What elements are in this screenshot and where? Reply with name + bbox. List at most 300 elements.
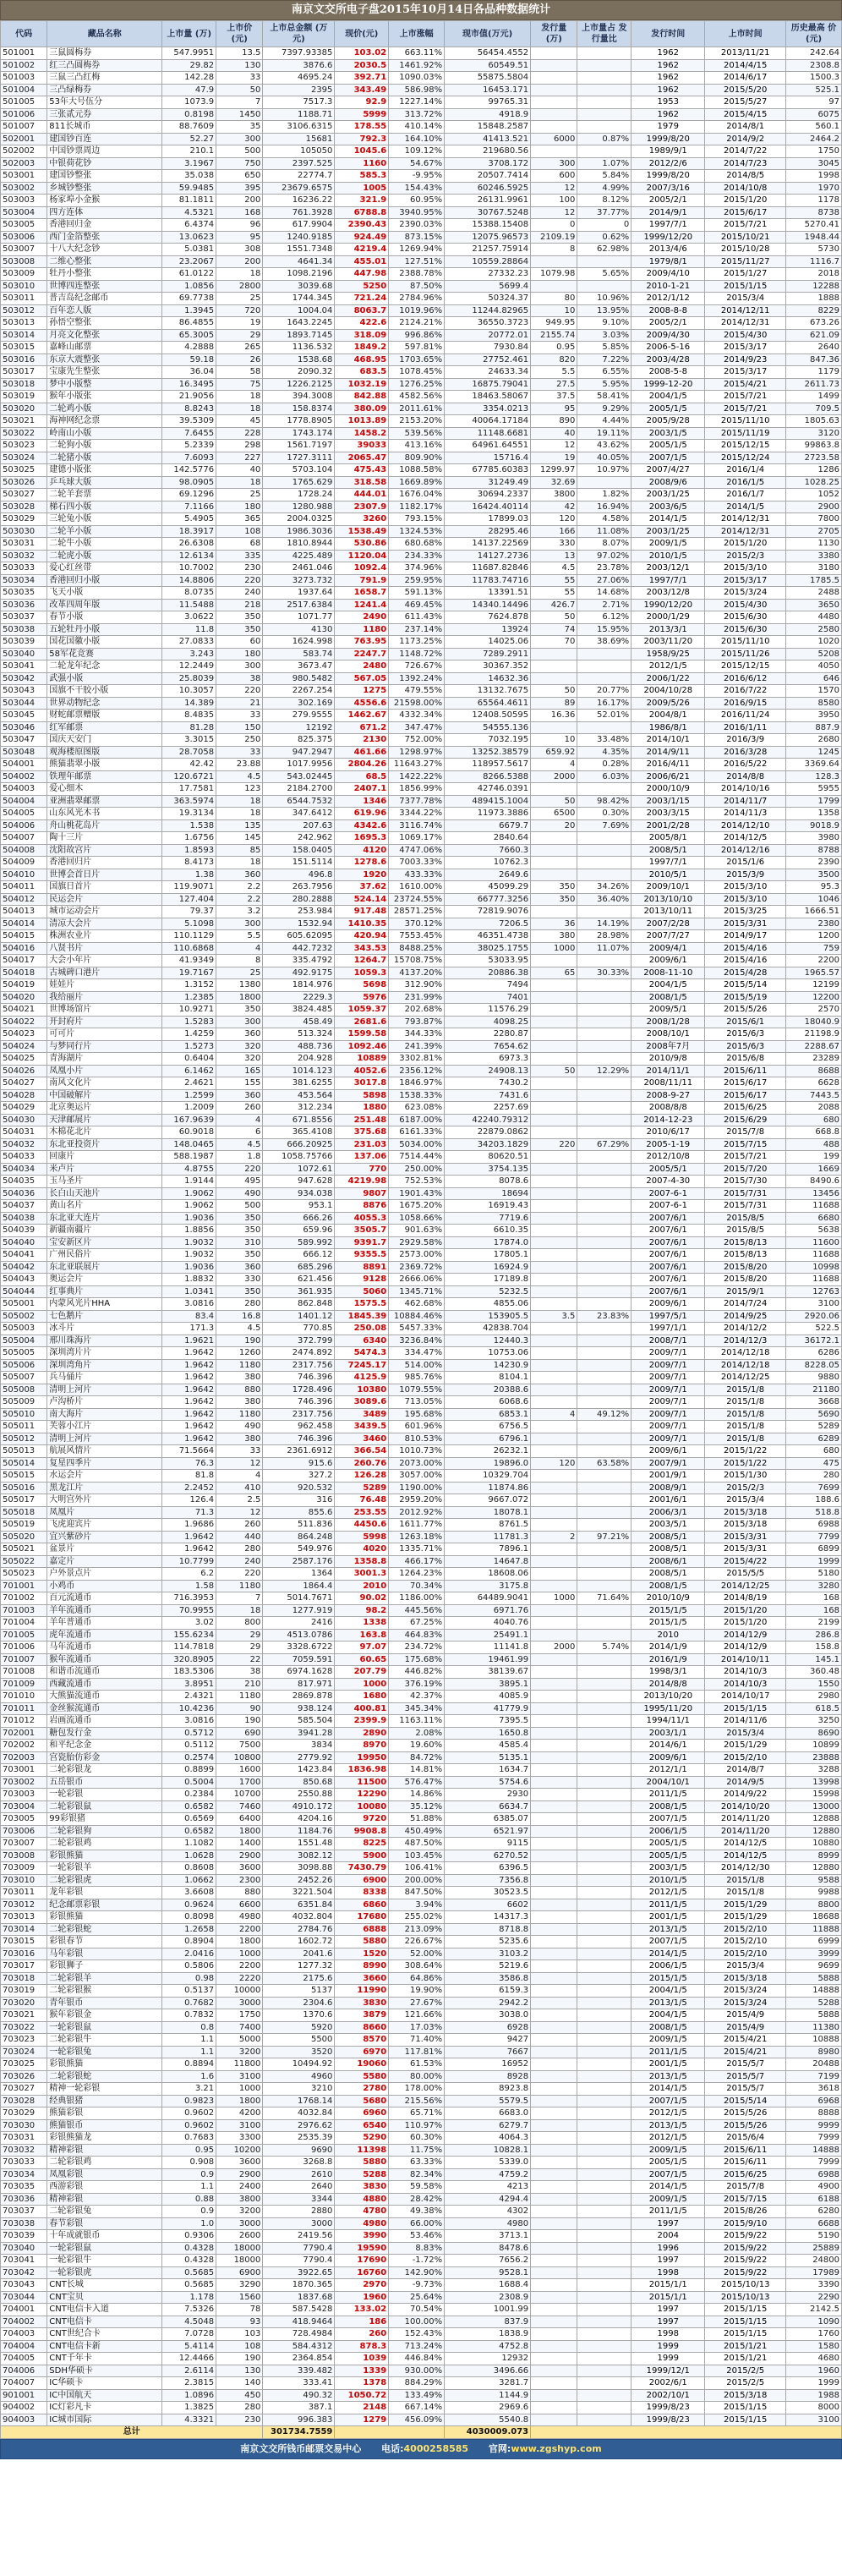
cell-current-price: 11398 bbox=[335, 2144, 389, 2157]
cell-historic-high: 3369.64 bbox=[786, 759, 842, 771]
cell-listed-qty: 210.1 bbox=[162, 145, 216, 158]
cell-listed-qty: 0.98 bbox=[162, 1972, 216, 1985]
cell-listed-price: 190 bbox=[216, 2353, 263, 2365]
cell-market-value: 8078.6 bbox=[445, 1176, 531, 1188]
cell-listed-amount: 10494.92 bbox=[263, 2058, 335, 2071]
cell-gain: 164.10% bbox=[389, 133, 445, 145]
cell-listed-qty: 716.3953 bbox=[162, 1592, 216, 1605]
cell-gain: 35.12% bbox=[389, 1800, 445, 1813]
table-row bbox=[1, 440, 842, 452]
cell-listed-qty: 127.404 bbox=[162, 893, 216, 906]
cell-current-price: 5698 bbox=[335, 979, 389, 992]
cell-name: 长白山天池片 bbox=[47, 1187, 162, 1200]
cell-listed-qty: 1.0662 bbox=[162, 1874, 216, 1887]
cell-historic-high: 3668 bbox=[786, 1396, 842, 1409]
cell-issue-date: 2008/5/1 bbox=[632, 1543, 705, 1556]
cell-name: 中银荷花钞 bbox=[47, 157, 162, 170]
cell-issue-date: 2006/3/1 bbox=[632, 1506, 705, 1519]
cell-listed-amount: 6351.84 bbox=[263, 1899, 335, 1911]
cell-issue-date: 2013/10/10 bbox=[632, 893, 705, 906]
cell-listing-date: 2015/12/15 bbox=[705, 660, 786, 673]
cell-listed-price: 3200 bbox=[216, 2046, 263, 2058]
cell-listed-price: 360 bbox=[216, 1261, 263, 1274]
cell-gain: 1227.14% bbox=[389, 96, 445, 109]
cell-name: IC城市国际 bbox=[47, 2414, 162, 2426]
cell-current-price: 5680 bbox=[335, 2095, 389, 2107]
cell-issue-qty: 70 bbox=[531, 636, 577, 649]
cell-listing-date: 2014/12/2 bbox=[705, 1323, 786, 1335]
cell-issue-date: 2004/8/1 bbox=[632, 710, 705, 722]
cell-listed-amount: 7517.3 bbox=[263, 96, 335, 109]
cell-ratio: 5.84% bbox=[577, 170, 632, 183]
cell-issue-qty bbox=[531, 1580, 577, 1592]
cell-code: 703019 bbox=[1, 1985, 47, 1998]
cell-current-price: 447.98 bbox=[335, 268, 389, 281]
cell-historic-high: 3180 bbox=[786, 562, 842, 575]
cell-gain: 1090.03% bbox=[389, 72, 445, 85]
cell-listing-date: 2015/10/21 bbox=[705, 231, 786, 244]
cell-listed-price: 200 bbox=[216, 195, 263, 207]
cell-historic-high: 2611.73 bbox=[786, 378, 842, 391]
table-row bbox=[1, 942, 842, 955]
cell-code: 505018 bbox=[1, 1506, 47, 1519]
cell-name: 盆景片 bbox=[47, 1543, 162, 1556]
table-row bbox=[1, 844, 842, 857]
cell-historic-high: 5955 bbox=[786, 783, 842, 796]
cell-listing-date: 2015/3/25 bbox=[705, 906, 786, 918]
cell-listed-amount: 855.6 bbox=[263, 1506, 335, 1519]
cell-current-price: 7430.79 bbox=[335, 1862, 389, 1875]
cell-listed-amount: 279.9555 bbox=[263, 710, 335, 722]
cell-ratio bbox=[577, 2107, 632, 2120]
cell-current-price: 4125.9 bbox=[335, 1372, 389, 1384]
cell-listed-qty: 171.3 bbox=[162, 1323, 216, 1335]
cell-issue-qty: 19 bbox=[531, 452, 577, 464]
cell-historic-high: 1550 bbox=[786, 1678, 842, 1691]
cell-issue-date: 2007/1/5 bbox=[632, 1936, 705, 1948]
cell-listed-amount: 947.2947 bbox=[263, 746, 335, 759]
cell-listed-amount: 4032.804 bbox=[263, 1911, 335, 1924]
cell-current-price: 103.02 bbox=[335, 47, 389, 60]
cell-listed-qty: 1.9642 bbox=[162, 1421, 216, 1433]
cell-ratio bbox=[577, 1813, 632, 1826]
cell-listed-price: 310 bbox=[216, 1236, 263, 1249]
cell-historic-high: 280 bbox=[786, 1470, 842, 1483]
cell-issue-qty bbox=[531, 1445, 577, 1458]
total-row bbox=[1, 2426, 842, 2439]
cell-current-price: 924.49 bbox=[335, 231, 389, 244]
cell-listed-price: 130 bbox=[216, 2365, 263, 2377]
cell-listed-amount: 23679.6575 bbox=[263, 182, 335, 195]
table-row bbox=[1, 2414, 842, 2426]
cell-listed-amount: 2229.3 bbox=[263, 991, 335, 1004]
cell-listed-amount: 4225.489 bbox=[263, 550, 335, 562]
cell-name: 八贤书片 bbox=[47, 942, 162, 955]
cell-gain: 70.54% bbox=[389, 2304, 445, 2316]
cell-current-price: 12290 bbox=[335, 1789, 389, 1801]
cell-listing-date: 2014/10/16 bbox=[705, 783, 786, 796]
cell-issue-qty: 820 bbox=[531, 354, 577, 366]
table-row bbox=[1, 317, 842, 330]
cell-gain: 226.67% bbox=[389, 1936, 445, 1948]
cell-listed-price: 29 bbox=[216, 1629, 263, 1642]
cell-listed-price: 4980 bbox=[216, 1911, 263, 1924]
cell-ratio bbox=[577, 783, 632, 796]
cell-listed-amount: 3000 bbox=[263, 2217, 335, 2230]
cell-listed-qty: 110.1129 bbox=[162, 930, 216, 943]
table-row bbox=[1, 1642, 842, 1654]
cell-issue-qty bbox=[531, 1751, 577, 1764]
cell-listing-date: 2014/12/9 bbox=[705, 1642, 786, 1654]
cell-listed-price: 150 bbox=[216, 721, 263, 734]
cell-issue-date: 1999/8/23 bbox=[632, 2414, 705, 2426]
cell-listed-qty: 1.3152 bbox=[162, 979, 216, 992]
cell-listed-price: 19 bbox=[216, 317, 263, 330]
cell-issue-date: 2009/7/1 bbox=[632, 1408, 705, 1421]
cell-listed-price: 21 bbox=[216, 697, 263, 710]
cell-listed-price: 1380 bbox=[216, 979, 263, 992]
cell-gain: 312.90% bbox=[389, 979, 445, 992]
table-row bbox=[1, 2046, 842, 2058]
cell-name: CNT宝贝 bbox=[47, 2291, 162, 2304]
cell-historic-high: 11888 bbox=[786, 1923, 842, 1936]
cell-gain: 42.37% bbox=[389, 1691, 445, 1703]
cell-code: 503034 bbox=[1, 574, 47, 587]
cell-issue-qty bbox=[531, 2046, 577, 2058]
cell-name: 陶十三片 bbox=[47, 832, 162, 845]
cell-listing-date: 2015/2/3 bbox=[705, 550, 786, 562]
cell-listed-amount: 339.482 bbox=[263, 2365, 335, 2377]
cell-name: 飞天小版 bbox=[47, 587, 162, 600]
cell-market-value: 1650.8 bbox=[445, 1727, 531, 1740]
cell-current-price: 1039 bbox=[335, 2353, 389, 2365]
cell-gain: 576.47% bbox=[389, 1776, 445, 1789]
cell-gain: 873.15% bbox=[389, 231, 445, 244]
cell-listed-amount: 2535.39 bbox=[263, 2132, 335, 2145]
cell-listing-date: 2015/3/10 bbox=[705, 562, 786, 575]
cell-issue-qty: 600 bbox=[531, 170, 577, 183]
cell-listed-price: 2220 bbox=[216, 1972, 263, 1985]
cell-name: 凤凰彩银 bbox=[47, 2168, 162, 2181]
cell-name: 凤凰小片 bbox=[47, 1065, 162, 1077]
cell-code: 505002 bbox=[1, 1310, 47, 1323]
cell-historic-high: 3980 bbox=[786, 832, 842, 845]
cell-current-price: 68.5 bbox=[335, 770, 389, 783]
cell-listing-date: 2014/8/5 bbox=[705, 170, 786, 183]
cell-gain: 121.66% bbox=[389, 2009, 445, 2022]
cell-market-value: 11244.82965 bbox=[445, 304, 531, 317]
cell-ratio bbox=[577, 1800, 632, 1813]
cell-listed-amount: 488.736 bbox=[263, 1040, 335, 1053]
cell-historic-high: 99863.8 bbox=[786, 440, 842, 452]
cell-name: 民运会片 bbox=[47, 893, 162, 906]
cell-listed-qty: 19.3134 bbox=[162, 808, 216, 820]
cell-current-price: 1658.7 bbox=[335, 587, 389, 600]
cell-listed-qty: 0.5712 bbox=[162, 1727, 216, 1740]
cell-gain: 59.58% bbox=[389, 2181, 445, 2194]
cell-market-value: 7660.3 bbox=[445, 844, 531, 857]
table-row bbox=[1, 1800, 842, 1813]
cell-listed-qty: 1.9686 bbox=[162, 1519, 216, 1532]
cell-current-price: 2970 bbox=[335, 2279, 389, 2292]
cell-historic-high: 1805.63 bbox=[786, 415, 842, 428]
cell-ratio bbox=[577, 1028, 632, 1041]
cell-gain: 27.67% bbox=[389, 1997, 445, 2009]
cell-name: 卢沟桥片 bbox=[47, 1396, 162, 1409]
cell-listing-date: 2015/1/15 bbox=[705, 2328, 786, 2341]
cell-listed-price: 18 bbox=[216, 476, 263, 489]
cell-historic-high: 1970 bbox=[786, 182, 842, 195]
cell-current-price: 178.55 bbox=[335, 121, 389, 134]
cell-name: 青海湖片 bbox=[47, 1053, 162, 1066]
cell-name: 建国钞百连 bbox=[47, 133, 162, 145]
cell-issue-date: 2007/6/1 bbox=[632, 1236, 705, 1249]
cell-issue-qty: 50 bbox=[531, 795, 577, 808]
cell-ratio bbox=[577, 1666, 632, 1679]
cell-listed-price: 2200 bbox=[216, 1923, 263, 1936]
cell-market-value: 8478.6 bbox=[445, 2242, 531, 2255]
cell-listed-qty: 1.9642 bbox=[162, 1408, 216, 1421]
cell-historic-high: 36172.1 bbox=[786, 1335, 842, 1347]
cell-listed-qty: 12.2449 bbox=[162, 660, 216, 673]
cell-name: 二轮彩银虎 bbox=[47, 1874, 162, 1887]
cell-name: 岩画流通币 bbox=[47, 1715, 162, 1728]
cell-listed-price: 25 bbox=[216, 293, 263, 305]
cell-historic-high: 3618 bbox=[786, 2083, 842, 2096]
cell-gain: 809.90% bbox=[389, 452, 445, 464]
cell-listed-amount: 2361.6912 bbox=[263, 1445, 335, 1458]
cell-ratio bbox=[577, 2279, 632, 2292]
cell-market-value: 18694 bbox=[445, 1187, 531, 1200]
cell-listed-amount: 659.96 bbox=[263, 1225, 335, 1237]
cell-current-price: 585.3 bbox=[335, 170, 389, 183]
cell-issue-date: 2008/10/1 bbox=[632, 1028, 705, 1041]
cell-historic-high: 1999 bbox=[786, 1555, 842, 1568]
cell-market-value: 12440.3 bbox=[445, 1335, 531, 1347]
cell-code: 505014 bbox=[1, 1457, 47, 1470]
cell-listed-qty: 1.8856 bbox=[162, 1225, 216, 1237]
cell-code: 504032 bbox=[1, 1138, 47, 1151]
cell-listed-amount: 938.124 bbox=[263, 1702, 335, 1715]
table-row bbox=[1, 1359, 842, 1372]
table-row bbox=[1, 1838, 842, 1850]
cell-market-value: 30367.352 bbox=[445, 660, 531, 673]
cell-market-value: 80620.51 bbox=[445, 1151, 531, 1164]
cell-listed-amount: 3210 bbox=[263, 2083, 335, 2096]
cell-historic-high: 1888 bbox=[786, 293, 842, 305]
cell-ratio: 7.22% bbox=[577, 354, 632, 366]
cell-listing-date: 2015/1/15 bbox=[705, 2316, 786, 2328]
cell-listed-qty: 39.5309 bbox=[162, 415, 216, 428]
cell-code: 501005 bbox=[1, 96, 47, 109]
cell-code: 703011 bbox=[1, 1887, 47, 1899]
cell-historic-high: 3500 bbox=[786, 869, 842, 881]
cell-listed-qty: 119.9071 bbox=[162, 881, 216, 894]
cell-gain: 344.33% bbox=[389, 1028, 445, 1041]
cell-market-value: 5754.6 bbox=[445, 1776, 531, 1789]
cell-listing-date: 2014/12/10 bbox=[705, 819, 786, 832]
cell-name: 中国破解片 bbox=[47, 1089, 162, 1102]
cell-code: 505016 bbox=[1, 1482, 47, 1494]
table-row bbox=[1, 1592, 842, 1605]
cell-historic-high: 11688 bbox=[786, 1249, 842, 1262]
cell-code: 702003 bbox=[1, 1751, 47, 1764]
cell-name: 二轮牛小版 bbox=[47, 538, 162, 551]
cell-listing-date: 2016/1/7 bbox=[705, 489, 786, 501]
cell-ratio bbox=[577, 1740, 632, 1752]
cell-issue-qty: 890 bbox=[531, 415, 577, 428]
cell-ratio bbox=[577, 1838, 632, 1850]
cell-market-value: 6971.76 bbox=[445, 1604, 531, 1617]
cell-ratio bbox=[577, 1151, 632, 1164]
cell-listing-date: 2015/7/8 bbox=[705, 2181, 786, 2194]
cell-code: 503025 bbox=[1, 464, 47, 477]
cell-code: 503016 bbox=[1, 354, 47, 366]
cell-listed-price: 140 bbox=[216, 2377, 263, 2390]
cell-current-price: 6960 bbox=[335, 2107, 389, 2120]
cell-market-value: 3496.66 bbox=[445, 2365, 531, 2377]
cell-current-price: 792.3 bbox=[335, 133, 389, 145]
cell-market-value: 5232.5 bbox=[445, 1285, 531, 1298]
table-row bbox=[1, 1899, 842, 1911]
cell-market-value: 4098.25 bbox=[445, 1016, 531, 1028]
cell-historic-high: 3288 bbox=[786, 1764, 842, 1777]
cell-ratio bbox=[577, 2181, 632, 2194]
cell-ratio bbox=[577, 2402, 632, 2414]
cell-historic-high: 518.8 bbox=[786, 1506, 842, 1519]
cell-code: 703016 bbox=[1, 1948, 47, 1960]
cell-listed-amount: 15681 bbox=[263, 133, 335, 145]
cell-listed-price: 500 bbox=[216, 1200, 263, 1213]
cell-name: 可可片 bbox=[47, 1028, 162, 1041]
cell-market-value: 6928 bbox=[445, 2021, 531, 2034]
cell-gain: 60.95% bbox=[389, 195, 445, 207]
cell-code: 503006 bbox=[1, 231, 47, 244]
cell-market-value: 8266.5388 bbox=[445, 770, 531, 783]
cell-market-value: 7719.6 bbox=[445, 1212, 531, 1225]
cell-ratio bbox=[577, 1274, 632, 1286]
cell-listing-date: 2015/1/21 bbox=[705, 2340, 786, 2353]
cell-listing-date: 2015/1/8 bbox=[705, 1433, 786, 1445]
cell-listed-price: 720 bbox=[216, 304, 263, 317]
cell-historic-high: 1052 bbox=[786, 489, 842, 501]
cell-listed-qty: 7.6455 bbox=[162, 427, 216, 440]
cell-issue-qty bbox=[531, 783, 577, 796]
cell-name: 冰斗片 bbox=[47, 1323, 162, 1335]
cell-current-price: 9391.7 bbox=[335, 1236, 389, 1249]
cell-listed-qty: 2.4621 bbox=[162, 1077, 216, 1090]
cell-historic-high: 3390 bbox=[786, 2279, 842, 2292]
cell-name: 铁理年邮票 bbox=[47, 770, 162, 783]
cell-ratio bbox=[577, 1789, 632, 1801]
cell-market-value: 6270.52 bbox=[445, 1850, 531, 1862]
cell-market-value: 1838.9 bbox=[445, 2328, 531, 2341]
cell-issue-date: 2003/4/28 bbox=[632, 354, 705, 366]
cell-current-price: 1000 bbox=[335, 1678, 389, 1691]
cell-market-value: 4085.9 bbox=[445, 1691, 531, 1703]
cell-issue-qty: 40 bbox=[531, 427, 577, 440]
cell-current-price: 98.2 bbox=[335, 1604, 389, 1617]
table-row bbox=[1, 1666, 842, 1679]
cell-name: 彩银熊猫龙 bbox=[47, 2132, 162, 2145]
cell-issue-qty: 120 bbox=[531, 1457, 577, 1470]
cell-code: 504016 bbox=[1, 942, 47, 955]
cell-ratio bbox=[577, 844, 632, 857]
cell-issue-date: 2007/4/27 bbox=[632, 464, 705, 477]
cell-issue-date: 2008/5/1 bbox=[632, 844, 705, 857]
cell-issue-date: 2012/1/1 bbox=[632, 1764, 705, 1777]
cell-gain: 5457.33% bbox=[389, 1323, 445, 1335]
cell-listed-amount: 2779.92 bbox=[263, 1751, 335, 1764]
cell-listed-amount: 666.20925 bbox=[263, 1138, 335, 1151]
cell-listed-amount: 920.532 bbox=[263, 1482, 335, 1494]
cell-code: 703008 bbox=[1, 1850, 47, 1862]
cell-name: 天津邮展片 bbox=[47, 1114, 162, 1126]
cell-market-value: 15716.4 bbox=[445, 452, 531, 464]
cell-listed-qty: 1.4259 bbox=[162, 1028, 216, 1041]
cell-listed-amount: 316 bbox=[263, 1494, 335, 1507]
cell-historic-high: 11688 bbox=[786, 1200, 842, 1213]
table-row bbox=[1, 280, 842, 293]
cell-current-price: 2148 bbox=[335, 2402, 389, 2414]
cell-listed-amount: 7790.4 bbox=[263, 2255, 335, 2267]
cell-current-price: 5250 bbox=[335, 280, 389, 293]
cell-market-value: 7624.878 bbox=[445, 611, 531, 624]
cell-listed-qty: 114.7818 bbox=[162, 1642, 216, 1654]
cell-code: 503039 bbox=[1, 636, 47, 649]
cell-listed-qty: 363.5974 bbox=[162, 795, 216, 808]
cell-listing-date: 2015/3/18 bbox=[705, 1972, 786, 1985]
cell-name: 红三凸圆梅券 bbox=[47, 59, 162, 72]
cell-code: 701004 bbox=[1, 1617, 47, 1630]
cell-listed-price: 2.2 bbox=[216, 881, 263, 894]
cell-issue-date: 1999/12/1 bbox=[632, 2365, 705, 2377]
cell-historic-high: 18040.9 bbox=[786, 1016, 842, 1028]
cell-code: 503048 bbox=[1, 746, 47, 759]
cell-listed-price: 25 bbox=[216, 489, 263, 501]
cell-historic-high: 1200 bbox=[786, 930, 842, 943]
col-header-listed-amount: 上市总金额 (万元) bbox=[263, 21, 335, 47]
cell-listed-amount: 2317.756 bbox=[263, 1408, 335, 1421]
cell-code: 501002 bbox=[1, 59, 47, 72]
cell-issue-date: 2008/1/28 bbox=[632, 1016, 705, 1028]
cell-issue-qty bbox=[531, 1715, 577, 1728]
cell-issue-qty: 55 bbox=[531, 587, 577, 600]
cell-code: 503029 bbox=[1, 513, 47, 526]
cell-listed-price: 29 bbox=[216, 329, 263, 342]
cell-gain: 1461.92% bbox=[389, 59, 445, 72]
cell-listing-date: 2015/6/17 bbox=[705, 1077, 786, 1090]
cell-current-price: 3830 bbox=[335, 1997, 389, 2009]
cell-listing-date: 2015/8/5 bbox=[705, 1212, 786, 1225]
table-row bbox=[1, 513, 842, 526]
cell-issue-qty bbox=[531, 1384, 577, 1396]
cell-listed-amount: 335.4792 bbox=[263, 955, 335, 967]
cell-gain: 2959.20% bbox=[389, 1494, 445, 1507]
table-row bbox=[1, 1200, 842, 1213]
cell-listing-date: 2015/6/17 bbox=[705, 206, 786, 219]
cell-issue-date: 2014/9/11 bbox=[632, 746, 705, 759]
cell-issue-qty bbox=[531, 1862, 577, 1875]
cell-gain: 3116.74% bbox=[389, 819, 445, 832]
cell-code: 704006 bbox=[1, 2365, 47, 2377]
cell-code: 504040 bbox=[1, 1236, 47, 1249]
table-row bbox=[1, 2353, 842, 2365]
cell-market-value: 2840.64 bbox=[445, 832, 531, 845]
cell-listing-date: 2015/4/15 bbox=[705, 108, 786, 121]
cell-ratio bbox=[577, 1604, 632, 1617]
cell-listed-amount: 2004.0325 bbox=[263, 513, 335, 526]
